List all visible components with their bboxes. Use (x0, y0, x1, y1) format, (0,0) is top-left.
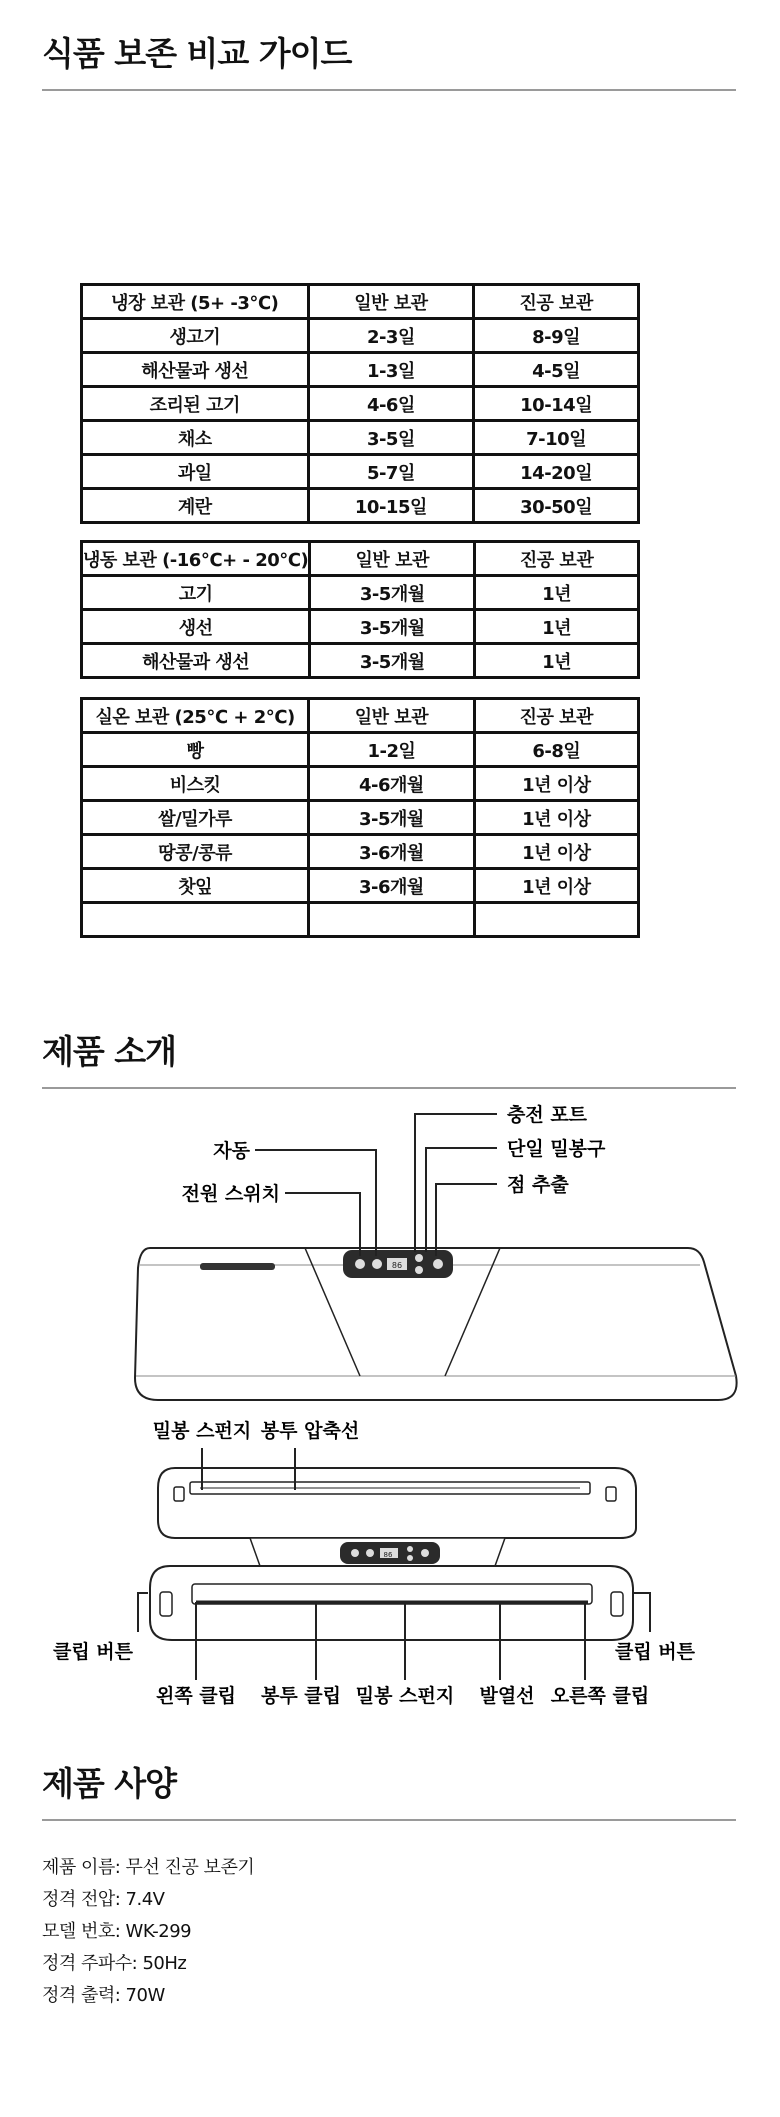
table-header-cell: 일반 보관 (308, 285, 474, 319)
table-cell: 10-15일 (308, 489, 474, 523)
table-cell: 3-5개월 (310, 576, 475, 610)
table-row (82, 489, 639, 523)
table-cell: 채소 (82, 421, 309, 455)
closed-device (135, 1248, 737, 1400)
table-cell: 고기 (82, 576, 310, 610)
table-cell: 3-5개월 (310, 610, 475, 644)
display-readout: 86 (391, 1261, 403, 1270)
table-row (82, 319, 639, 353)
intro-title: 제품 소개 (42, 1032, 177, 1071)
table-row (82, 387, 639, 421)
table-cell: 3-5일 (308, 421, 474, 455)
guide-title: 식품 보존 비교 가이드 (42, 34, 352, 73)
callout-lines-top (255, 1114, 497, 1256)
table-header-cell: 진공 보관 (474, 699, 638, 733)
callout-bag-compress: 봉투 압축선 (260, 1420, 360, 1442)
callout-single-seal: 단일 밀봉구 (507, 1138, 606, 1160)
spec-item-power: 정격 출력: 70W (42, 1985, 165, 2006)
table-cell: 4-6개월 (309, 767, 474, 801)
spec-list (42, 1852, 254, 2012)
table-cell: 땅콩/콩류 (82, 835, 309, 869)
table-row (82, 733, 639, 767)
specs-title: 제품 사양 (42, 1764, 177, 1803)
table-cell: 과일 (82, 455, 309, 489)
room-table (80, 697, 640, 938)
table-cell (474, 903, 638, 937)
display-readout-open: 86 (383, 1551, 393, 1559)
table-header-row (82, 699, 639, 733)
table-cell: 3-6개월 (309, 835, 474, 869)
table-row (82, 801, 639, 835)
callout-power: 전원 스위치 (181, 1183, 280, 1205)
table-cell: 찻잎 (82, 869, 309, 903)
table-cell: 2-3일 (308, 319, 474, 353)
table-cell: 1-3일 (308, 353, 474, 387)
table-header-cell: 냉장 보관 (5+ -3℃) (82, 285, 309, 319)
callout-clip-button-left: 클립 버튼 (52, 1641, 134, 1663)
table-row (82, 903, 639, 937)
table-header-cell: 일반 보관 (309, 699, 474, 733)
table-cell: 생선 (82, 610, 310, 644)
callout-right-clip: 오른쪽 클립 (550, 1685, 650, 1707)
table-cell: 계란 (82, 489, 309, 523)
table-cell: 1년 이상 (474, 869, 638, 903)
spec-item-name: 제품 이름: 무선 진공 보존기 (42, 1857, 255, 1878)
table-row (82, 835, 639, 869)
table-row (82, 869, 639, 903)
fridge-table (80, 283, 640, 524)
specs-divider (42, 1819, 736, 1821)
spec-item-voltage: 정격 전압: 7.4V (42, 1889, 165, 1910)
table-cell: 1년 (475, 610, 639, 644)
table-cell: 빵 (82, 733, 309, 767)
callout-bag-clip: 봉투 클립 (260, 1685, 342, 1707)
table-row (82, 610, 639, 644)
table-row (82, 644, 639, 678)
table-cell: 5-7일 (308, 455, 474, 489)
callout-seal-sponge-bottom: 밀봉 스펀지 (355, 1685, 455, 1707)
table-header-cell: 일반 보관 (310, 542, 475, 576)
table-cell: 14-20일 (474, 455, 639, 489)
table-row (82, 455, 639, 489)
table-header-cell: 진공 보관 (474, 285, 639, 319)
table-cell: 조리된 고기 (82, 387, 309, 421)
product-diagram (0, 1080, 780, 1740)
callout-left-clip: 왼쪽 클립 (155, 1685, 237, 1707)
table-cell: 3-6개월 (309, 869, 474, 903)
callout-clip-button-right: 클립 버튼 (614, 1641, 696, 1663)
spec-item-model: 모델 번호: WK-299 (42, 1921, 192, 1942)
freezer-table (80, 540, 640, 679)
table-header-cell: 냉동 보관 (-16℃+ - 20℃) (82, 542, 310, 576)
table-cell: 1년 이상 (474, 835, 638, 869)
callout-seal-sponge-top: 밀봉 스펀지 (152, 1420, 252, 1442)
table-cell: 30-50일 (474, 489, 639, 523)
table-row (82, 576, 639, 610)
table-cell: 1년 이상 (474, 801, 638, 835)
table-header-row (82, 285, 639, 319)
table-cell: 10-14일 (474, 387, 639, 421)
callout-charge: 충전 포트 (507, 1104, 588, 1126)
table-cell: 8-9일 (474, 319, 639, 353)
table-cell (309, 903, 474, 937)
table-cell: 4-5일 (474, 353, 639, 387)
table-cell: 3-5개월 (309, 801, 474, 835)
table-cell: 7-10일 (474, 421, 639, 455)
spec-item-frequency: 정격 주파수: 50Hz (42, 1953, 187, 1974)
table-cell: 4-6일 (308, 387, 474, 421)
table-cell: 1년 이상 (474, 767, 638, 801)
table-cell: 쌀/밀가루 (82, 801, 309, 835)
table-cell: 1년 (475, 644, 639, 678)
table-cell: 해산물과 생선 (82, 353, 309, 387)
table-row (82, 767, 639, 801)
table-header-row (82, 542, 639, 576)
table-header-cell: 진공 보관 (475, 542, 639, 576)
table-cell: 6-8일 (474, 733, 638, 767)
table-cell: 해산물과 생선 (82, 644, 310, 678)
table-cell: 생고기 (82, 319, 309, 353)
callout-pulse: 점 추출 (507, 1174, 569, 1196)
table-cell: 1년 (475, 576, 639, 610)
table-cell: 비스킷 (82, 767, 309, 801)
open-device (150, 1468, 636, 1640)
callout-auto: 자동 (213, 1140, 250, 1162)
table-header-cell: 실온 보관 (25℃ + 2℃) (82, 699, 309, 733)
table-row (82, 421, 639, 455)
table-cell: 3-5개월 (310, 644, 475, 678)
table-row (82, 353, 639, 387)
guide-divider (42, 89, 736, 91)
table-cell: 1-2일 (309, 733, 474, 767)
table-cell (82, 903, 309, 937)
callout-heating-wire: 발열선 (479, 1685, 535, 1707)
